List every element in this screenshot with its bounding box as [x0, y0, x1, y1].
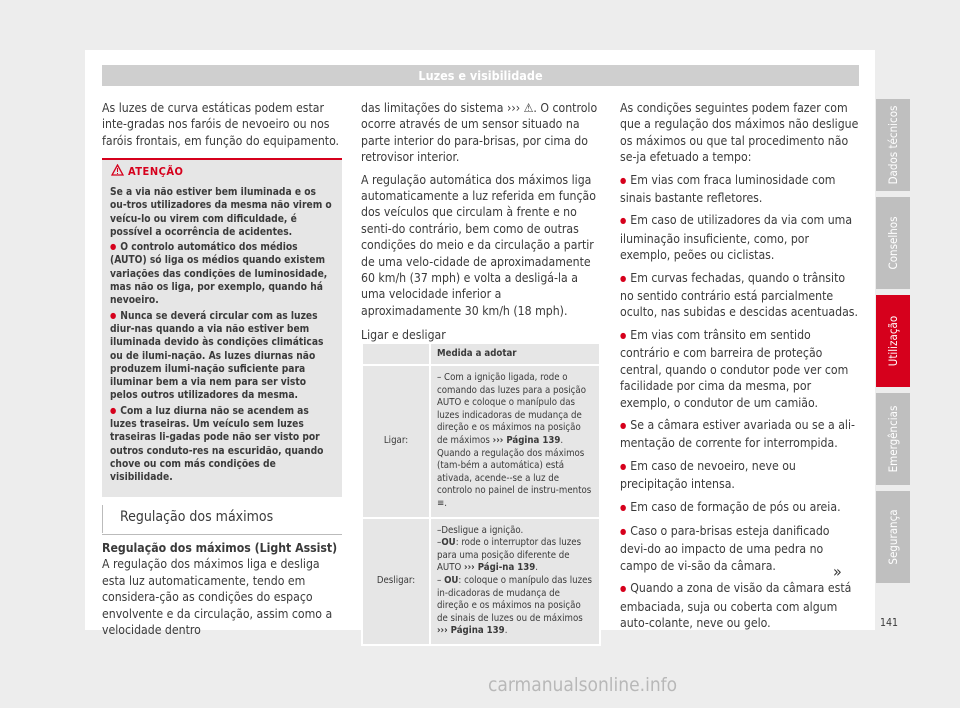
list-item-text: Em vias com fraca luminosidade com sinais bastante refletores. [620, 172, 836, 206]
or-label: OU [441, 537, 456, 549]
on-off-table [361, 342, 601, 646]
list-item [620, 172, 860, 207]
section-title: Regulação dos máximos [102, 503, 342, 535]
table-row [362, 518, 600, 645]
warning-title-text: ATENÇÃO [128, 165, 184, 178]
tab-utilizacao[interactable] [876, 295, 910, 387]
page-reference-link[interactable]: ››› Página 139 [492, 434, 561, 446]
table-row-text-a: – Com a ignição ligada, rode o comando das luzes para a posição AUTO e coloque o manípulo das luzes indicadoras de mudança de direção e os máximos na posição de máximos [437, 372, 586, 446]
on-off-heading: Ligar e desligar [361, 328, 446, 343]
list-item-text: Em curvas fechadas, quando o trânsito no sentido contrário está parcialmente oculto, nas subidas e descidas acentuadas. [620, 270, 859, 320]
column-2 [361, 100, 601, 350]
table-line-2-text: : rode o interruptor das luzes para uma posição diferente de AUTO [437, 537, 582, 574]
list-item [620, 417, 860, 452]
column-3 [620, 100, 860, 637]
warning-bullet-1 [110, 241, 334, 307]
tab-label: Segurança [886, 509, 900, 565]
table-row [362, 365, 600, 518]
warning-title [102, 160, 342, 184]
table-row-text-b: . Quando a regulação dos máximos (tam-bém a automática) está ativada, acende--se a luz de controlo no painel de instru-mentos ≡. [437, 434, 592, 509]
section-paragraph: A regulação dos máximos liga e desliga esta luz automaticamente, tendo em considera-ção as condições do espaço envolvente e da circulação, assim como a velocidade dentro [102, 557, 333, 638]
table-row-label: Desligar: [362, 518, 430, 645]
running-header: Luzes e visibilidade [102, 65, 859, 86]
list-item [620, 458, 860, 493]
tab-conselhos[interactable] [876, 197, 910, 289]
table-line-2 [437, 537, 593, 575]
table-row-text [430, 365, 600, 518]
list-item-text: Quando a zona de visão da câmara está embaciada, suja ou coberta com algum auto-colante, neve ou gelo. [620, 581, 852, 630]
intro-paragraph: As luzes de curva estáticas podem estar inte-gradas nos faróis de nevoeiro ou nos faróis frontais, em função do equipamento. [102, 101, 340, 148]
table-line-3 [437, 575, 593, 638]
page-number: 141 [880, 617, 899, 629]
warning-triangle-icon [111, 164, 124, 176]
table-header-row [362, 343, 600, 365]
table-line-1: –Desligue a ignição. [437, 524, 524, 536]
continued-arrow-icon: » [833, 562, 842, 581]
list-item-text: Em caso de nevoeiro, neve ou precipitação intensa. [620, 458, 796, 492]
auto-regulation-paragraph: A regulação automática dos máximos liga automaticamente a luz referida em função dos veículos que circulam à frente e no senti-do contrário, bem como de outras condições do meio e da circulação a partir de uma velo-cidade de aproximadamente 60 km/h (37 mph) e volta a desligá-la a uma velocidade inferior a aproximadamente 30 km/h (18 mph). [361, 172, 596, 318]
page-reference-link[interactable]: ››› Página 139 [437, 625, 505, 637]
system-limits-paragraph: das limitações do sistema ››› ⚠. O controlo ocorre através de um sensor situado na parte interior do para-brisas, por cima do retrovisor interior. [361, 101, 598, 165]
warning-paragraph: Se a via não estiver bem iluminada e os ou-tros utilizadores da mesma não virem o veícu-lo ou virem com dificuldade, é possível a ocorrência de acidentes. [110, 187, 332, 238]
tab-emergencias[interactable] [876, 393, 910, 485]
table-header-empty [362, 343, 430, 365]
warning-bullet-3 [110, 405, 334, 485]
tab-label: Conselhos [886, 216, 900, 270]
tab-label: Emergências [886, 405, 900, 473]
list-item [620, 212, 860, 263]
dash: – [437, 574, 445, 586]
warning-bullet-2-text: Nunca se deverá circular com as luzes diur-nas quando a via não estiver bem iluminada devido às condições climáticas ou de ilumi-nação. As luzes diurnas não produzem ilumi-nação suficiente para iluminar bem a via nem para ser visto pelos outros utilizadores da mesma. [110, 310, 324, 402]
list-item [620, 270, 860, 321]
tab-label: Utilização [886, 315, 900, 367]
list-item-text: Em vias com trânsito em sentido contrário e com barreira de proteção central, quando o condutor pode ver com facilidade por cima da mesma, por exemplo, o condutor de um camião. [620, 327, 849, 410]
dash: – [437, 537, 442, 549]
warning-box [102, 158, 342, 497]
tab-dados-tecnicos[interactable] [876, 99, 910, 191]
warning-body [102, 184, 342, 497]
list-item-text: Em caso de formação de pós ou areia. [630, 499, 841, 514]
tab-seguranca[interactable] [876, 491, 910, 583]
table-row-text [430, 518, 600, 645]
list-item [620, 499, 860, 517]
table-line-3-text: : coloque o manípulo das luzes in-dicadoras de mudança de direção e os máximos na posição de sinais de luzes ou de máximos [437, 574, 592, 624]
list-item [620, 523, 860, 574]
watermark: carmanualsonline.info [488, 674, 678, 696]
warning-bullet-3-text: Com a luz diurna não se acendem as luzes traseiras. Um veículo sem luzes traseiras li-gadas pode não ser visto por outros conduto-res na escuridão, quando chove ou com más condições de visibilidade. [110, 405, 324, 484]
period: . [504, 625, 508, 637]
list-item-text: Caso o para-brisas esteja danificado devi-do ao impacto de uma pedra no campo de vi-são da câmara. [620, 523, 830, 573]
column-1 [102, 100, 342, 155]
table-row-label: Ligar: [362, 365, 430, 518]
section-body [102, 540, 342, 638]
list-item-text: Em caso de utilizadores da via com uma iluminação insuficiente, como, por exemplo, peões ou ciclistas. [620, 213, 853, 263]
section-subheading: Regulação dos máximos (Light Assist) [102, 541, 338, 555]
warning-bullet-2 [110, 310, 334, 403]
list-item [620, 327, 860, 411]
list-item [620, 580, 860, 631]
warning-bullet-1-text: O controlo automático dos médios (AUTO) só liga os médios quando existem variações das condições de luminosidade, mas não os liga, por exemplo, quando há nevoeiro. [110, 242, 328, 307]
list-item-text: Se a câmara estiver avariada ou se a ali-mentação de corrente for interrompida. [620, 417, 855, 451]
conditions-intro: As condições seguintes podem fazer com que a regulação dos máximos não desligue os máximos ou que tal procedimento não se-ja efetuado a tempo: [620, 101, 859, 165]
tab-label: Dados técnicos [886, 105, 900, 185]
page-reference-link[interactable]: ››› Pági-na 139 [464, 562, 536, 574]
period: . [535, 562, 539, 574]
table-header-cell: Medida a adotar [430, 343, 600, 365]
or-label: OU [444, 574, 459, 586]
